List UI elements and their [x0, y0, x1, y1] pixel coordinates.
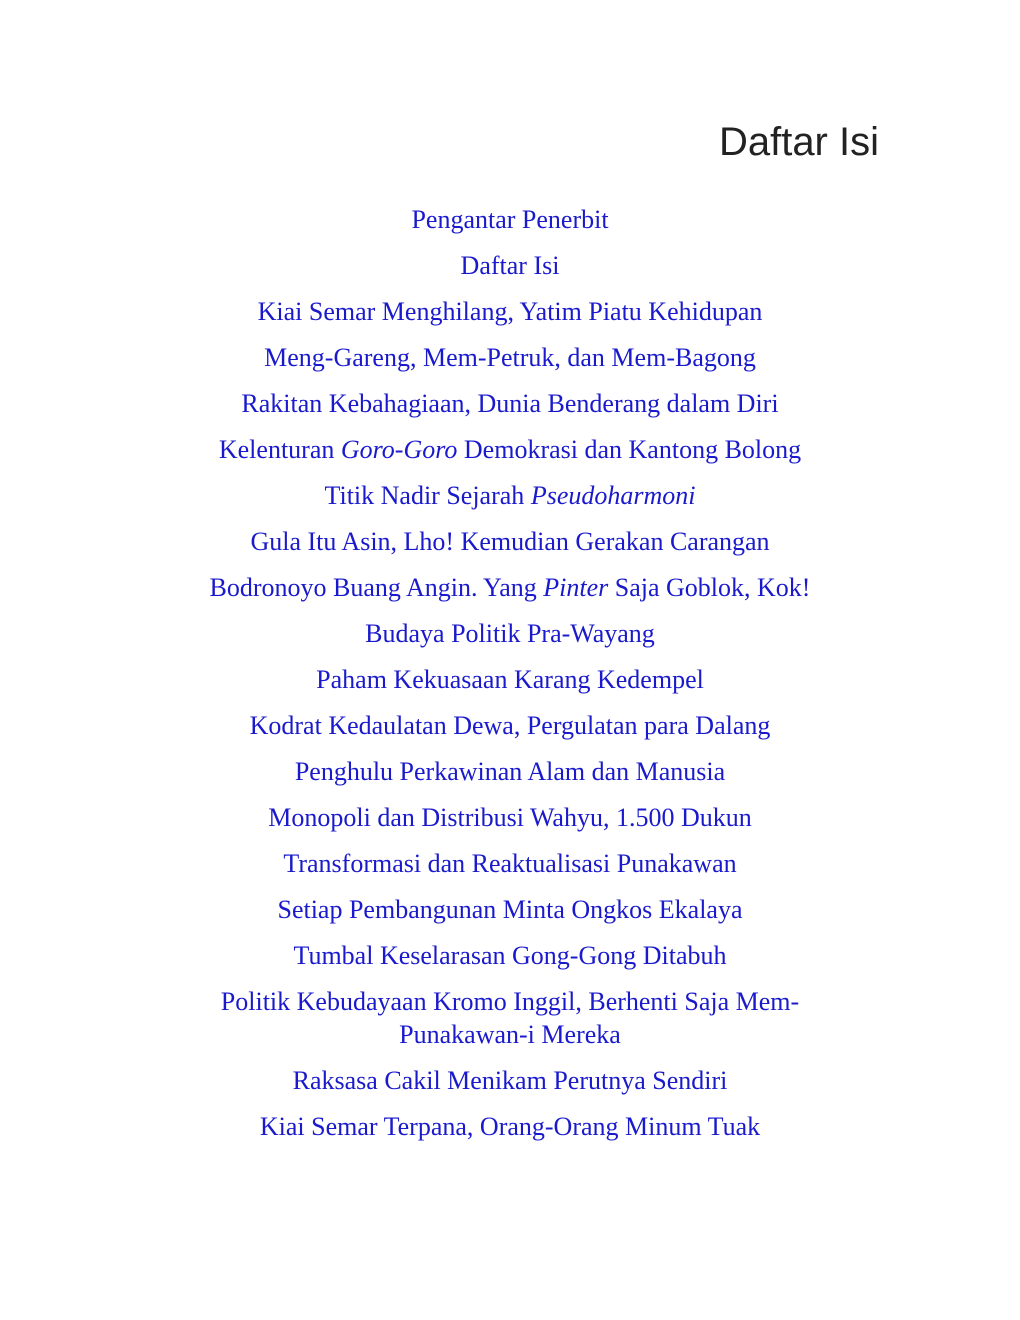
toc-link[interactable]	[219, 435, 801, 464]
toc-link-text: Demokrasi dan Kantong Bolong	[457, 435, 802, 464]
toc-link[interactable]	[268, 803, 751, 832]
toc-link[interactable]	[293, 1066, 728, 1095]
toc-link-text: Bodronoyo Buang Angin. Yang	[209, 573, 544, 602]
toc-link-italic-text: Pseudoharmoni	[530, 481, 696, 510]
toc-link[interactable]	[325, 481, 696, 510]
toc-link[interactable]	[250, 711, 771, 740]
toc-item	[0, 1064, 1020, 1097]
toc-link[interactable]	[210, 573, 811, 602]
toc-link-text: Daftar Isi	[460, 251, 560, 280]
toc-item	[0, 433, 1020, 466]
toc-link[interactable]	[295, 757, 725, 786]
toc-link-text: Kodrat Kedaulatan Dewa, Pergulatan para Dalang	[249, 711, 771, 740]
toc-link-text: Paham Kekuasaan Karang Kedempel	[316, 665, 704, 694]
toc-link-text: Titik Nadir Sejarah	[324, 481, 531, 510]
toc-item	[0, 203, 1020, 236]
toc-item	[0, 663, 1020, 696]
toc-link[interactable]	[241, 389, 778, 418]
toc-link-text: Kiai Semar Menghilang, Yatim Piatu Kehidupan	[257, 297, 763, 326]
toc-item	[0, 295, 1020, 328]
toc-item	[0, 571, 1020, 604]
toc-item	[0, 847, 1020, 880]
toc-link-italic-text: Goro-Goro	[340, 435, 458, 464]
toc-link-italic-text: Pinter	[543, 573, 609, 602]
toc-link[interactable]	[250, 527, 769, 556]
toc-link-text: Setiap Pembangunan Minta Ongkos Ekalaya	[277, 895, 743, 924]
toc-link-text: Kelenturan	[218, 435, 341, 464]
toc-link-text: Penghulu Perkawinan Alam dan Manusia	[294, 757, 726, 786]
toc-link[interactable]	[283, 849, 736, 878]
toc-link-text: Pengantar Penerbit	[411, 205, 609, 234]
toc-link-line: Politik Kebudayaan Kromo Inggil, Berhenti Saja Mem-	[220, 987, 800, 1016]
toc-link-text: Budaya Politik Pra-Wayang	[365, 619, 655, 648]
toc-link[interactable]	[277, 895, 742, 924]
toc-item	[0, 893, 1020, 926]
toc-link-text: Raksasa Cakil Menikam Perutnya Sendiri	[292, 1066, 728, 1095]
toc-link[interactable]	[365, 619, 655, 648]
toc-link-text: Meng-Gareng, Mem-Petruk, dan Mem-Bagong	[264, 343, 756, 372]
toc-item	[0, 801, 1020, 834]
toc-link-text: Gula Itu Asin, Lho! Kemudian Gerakan Carangan	[250, 527, 770, 556]
toc-item	[0, 341, 1020, 374]
toc-item	[0, 479, 1020, 512]
table-of-contents	[0, 203, 1020, 1156]
toc-item	[0, 525, 1020, 558]
toc-item	[0, 709, 1020, 742]
toc-item	[0, 387, 1020, 420]
toc-item	[0, 617, 1020, 650]
toc-link[interactable]	[316, 665, 704, 694]
page-title: Daftar Isi	[718, 120, 879, 164]
toc-item	[0, 249, 1020, 282]
toc-item	[0, 939, 1020, 972]
toc-item	[0, 755, 1020, 788]
toc-link[interactable]	[260, 1112, 760, 1141]
toc-item	[0, 985, 1020, 1051]
toc-link-text: Rakitan Kebahagiaan, Dunia Benderang dalam Diri	[241, 389, 779, 418]
toc-link[interactable]	[264, 343, 756, 372]
toc-link-text: Monopoli dan Distribusi Wahyu, 1.500 Dukun	[268, 803, 752, 832]
toc-link-text: Saja Goblok, Kok!	[608, 573, 811, 602]
toc-link[interactable]	[0, 985, 1020, 1051]
toc-link[interactable]	[293, 941, 726, 970]
toc-item	[0, 1110, 1020, 1143]
toc-link[interactable]	[258, 297, 763, 326]
toc-link[interactable]	[461, 251, 560, 280]
toc-link-line: Punakawan-i Mereka	[399, 1020, 621, 1049]
toc-link-text: Transformasi dan Reaktualisasi Punakawan	[283, 849, 737, 878]
toc-link-text: Kiai Semar Terpana, Orang-Orang Minum Tuak	[259, 1112, 761, 1141]
toc-link[interactable]	[411, 205, 608, 234]
toc-link-text: Tumbal Keselarasan Gong-Gong Ditabuh	[293, 941, 727, 970]
